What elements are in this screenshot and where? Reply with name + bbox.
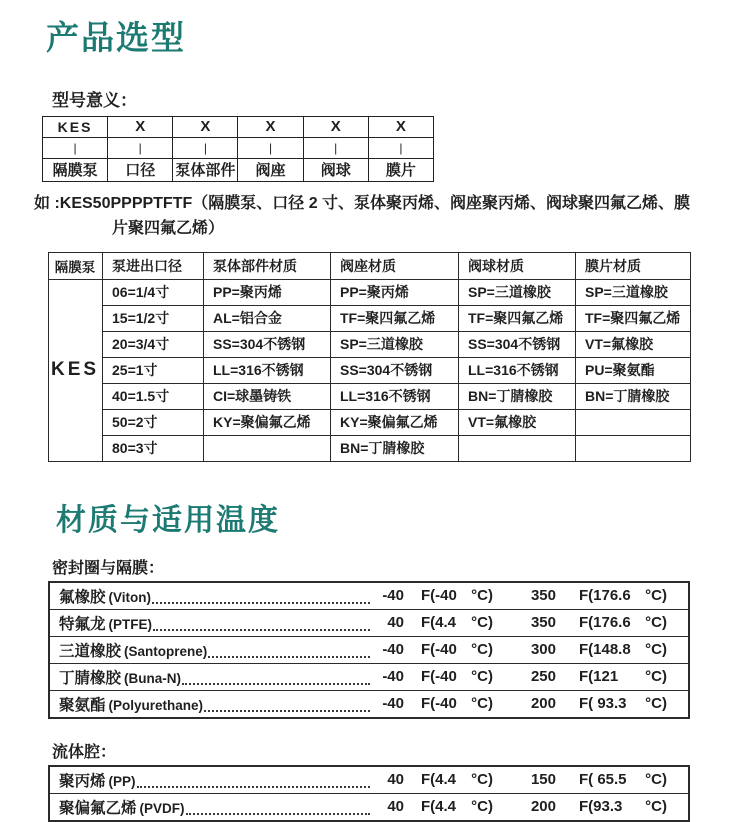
selection-cell xyxy=(204,436,331,462)
selection-header-cell: 膜片材质 xyxy=(576,253,691,280)
selection-cell: SP=三道橡胶 xyxy=(459,280,576,306)
selection-cell: KY=聚偏氟乙烯 xyxy=(204,410,331,436)
min-temp-c-group xyxy=(421,641,493,658)
material-name xyxy=(59,639,207,661)
max-temp-c-open: F(148.8 xyxy=(579,641,631,658)
material-name-en: (Viton) xyxy=(108,589,152,605)
selection-cell: KY=聚偏氟乙烯 xyxy=(331,410,459,436)
model-code-cell: 隔膜泵 xyxy=(43,159,108,182)
model-code-cell: X xyxy=(173,117,238,138)
min-temp-c-unit: °C) xyxy=(471,587,493,604)
selection-cell: TF=聚四氟乙烯 xyxy=(459,306,576,332)
selection-header-cell: 隔膜泵 xyxy=(49,253,103,280)
selection-cell: PU=聚氨酯 xyxy=(576,358,691,384)
min-temp-c-group xyxy=(421,771,493,788)
material-name-en: (PVDF) xyxy=(139,800,185,816)
dot-leader xyxy=(152,600,370,604)
material-name-cn: 特氟龙 xyxy=(59,615,106,633)
selection-cell: BN=丁腈橡胶 xyxy=(331,436,459,462)
temperature-row xyxy=(50,609,688,636)
min-temp-c-group xyxy=(421,614,493,631)
selection-cell: LL=316不锈钢 xyxy=(204,358,331,384)
selection-cell: 80=3寸 xyxy=(103,436,204,462)
min-temp-c-group xyxy=(421,695,493,712)
max-temp-c-unit: °C) xyxy=(645,668,667,685)
max-temp-f: 300 xyxy=(530,641,556,658)
material-name xyxy=(59,666,181,688)
min-temp-c-group xyxy=(421,668,493,685)
model-code-cell: | xyxy=(43,138,108,159)
selection-cell: AL=铝合金 xyxy=(204,306,331,332)
min-temp-f: -40 xyxy=(382,641,404,658)
max-temp-c-group xyxy=(579,587,667,604)
selection-cell: SP=三道橡胶 xyxy=(331,332,459,358)
min-temp-c-open: F(4.4 xyxy=(421,614,457,631)
selection-cell: BN=丁腈橡胶 xyxy=(576,384,691,410)
max-temp-c-open: F(121 xyxy=(579,668,619,685)
selection-cell: 20=3/4寸 xyxy=(103,332,204,358)
material-name-cn: 聚丙烯 xyxy=(59,772,106,790)
min-temp-f: -40 xyxy=(382,695,404,712)
selection-cell: SP=三道橡胶 xyxy=(576,280,691,306)
model-code-row xyxy=(43,117,434,138)
dot-leader xyxy=(186,811,370,815)
selection-row xyxy=(49,280,691,306)
min-temp-c-group xyxy=(421,798,493,815)
min-temp-c-open: F(4.4 xyxy=(421,771,457,788)
model-code-cell: X xyxy=(108,117,173,138)
model-example xyxy=(34,191,724,241)
min-temp-c-unit: °C) xyxy=(471,771,493,788)
selection-cell xyxy=(576,436,691,462)
model-code-cell: 阀座 xyxy=(238,159,303,182)
selection-cell: VT=氟橡胶 xyxy=(459,410,576,436)
temperature-row xyxy=(50,636,688,663)
material-name xyxy=(59,796,185,818)
selection-cell: LL=316不锈钢 xyxy=(331,384,459,410)
max-temp-c-group xyxy=(579,668,667,685)
selection-header-cell: 阀座材质 xyxy=(331,253,459,280)
material-name xyxy=(59,585,151,607)
page-title: 产品选型 xyxy=(46,19,186,56)
min-temp-c-unit: °C) xyxy=(471,641,493,658)
selection-cell: 06=1/4寸 xyxy=(103,280,204,306)
max-temp-f: 350 xyxy=(530,587,556,604)
model-code-cell: KES xyxy=(43,117,108,138)
max-temp-f: 200 xyxy=(530,798,556,815)
selection-table xyxy=(48,252,691,462)
min-temp-c-unit: °C) xyxy=(471,668,493,685)
selection-cell xyxy=(576,410,691,436)
selection-cell: BN=丁腈橡胶 xyxy=(459,384,576,410)
max-temp-f: 150 xyxy=(530,771,556,788)
min-temp-f: 40 xyxy=(387,798,404,815)
max-temp-c-unit: °C) xyxy=(645,641,667,658)
min-temp-c-open: F(-40 xyxy=(421,668,457,685)
min-temp-c-unit: °C) xyxy=(471,798,493,815)
selection-row xyxy=(49,410,691,436)
selection-cell: PP=聚丙烯 xyxy=(204,280,331,306)
selection-cell xyxy=(459,436,576,462)
selection-cell: TF=聚四氟乙烯 xyxy=(576,306,691,332)
catalog-page xyxy=(0,12,750,822)
selection-cell: SS=304不锈钢 xyxy=(459,332,576,358)
min-temp-c-open: F(4.4 xyxy=(421,798,457,815)
material-name-en: (Polyurethane) xyxy=(108,697,204,713)
material-name-en: (PP) xyxy=(108,773,136,789)
model-code-cell: 膜片 xyxy=(368,159,433,182)
model-code-cell: X xyxy=(368,117,433,138)
selection-row xyxy=(49,306,691,332)
max-temp-f: 200 xyxy=(530,695,556,712)
temperature-row xyxy=(50,663,688,690)
dot-leader xyxy=(137,784,370,788)
model-example-line1: 如 :KES50PPPPTFTF（隔膜泵、口径 2 寸、泵体聚丙烯、阀座聚丙烯、阀球聚四氟乙烯、膜 xyxy=(34,195,691,212)
model-example-line2: 片聚四氟乙烯） xyxy=(112,220,225,237)
material-name-en: (Santoprene) xyxy=(124,643,208,659)
selection-cell: 50=2寸 xyxy=(103,410,204,436)
max-temp-f: 250 xyxy=(530,668,556,685)
selection-row xyxy=(49,436,691,462)
selection-header-cell: 泵体部件材质 xyxy=(204,253,331,280)
max-temp-c-unit: °C) xyxy=(645,614,667,631)
model-code-cell: | xyxy=(368,138,433,159)
model-code-cell: | xyxy=(303,138,368,159)
fluid-temperature-table xyxy=(48,765,690,822)
selection-cell: PP=聚丙烯 xyxy=(331,280,459,306)
model-code-cell: | xyxy=(108,138,173,159)
selection-cell: 15=1/2寸 xyxy=(103,306,204,332)
selection-cell: CI=球墨铸铁 xyxy=(204,384,331,410)
dot-leader xyxy=(204,708,370,712)
selection-cell: SS=304不锈钢 xyxy=(204,332,331,358)
model-code-row xyxy=(43,138,434,159)
model-meaning-label: 型号意义： xyxy=(52,91,137,110)
max-temp-c-group xyxy=(579,641,667,658)
temperature-row xyxy=(50,767,688,793)
dot-leader xyxy=(153,627,370,631)
material-name-cn: 三道橡胶 xyxy=(59,642,122,660)
max-temp-c-open: F(176.6 xyxy=(579,587,631,604)
selection-cell: 25=1寸 xyxy=(103,358,204,384)
material-name-en: (PTFE) xyxy=(108,616,153,632)
material-name xyxy=(59,612,152,634)
max-temp-c-unit: °C) xyxy=(645,695,667,712)
min-temp-c-group xyxy=(421,587,493,604)
dot-leader xyxy=(182,681,370,685)
selection-row xyxy=(49,332,691,358)
model-code-cell: 口径 xyxy=(108,159,173,182)
model-code-cell: | xyxy=(173,138,238,159)
selection-cell: 40=1.5寸 xyxy=(103,384,204,410)
temperature-row xyxy=(50,690,688,717)
max-temp-c-unit: °C) xyxy=(645,798,667,815)
max-temp-c-open: F(176.6 xyxy=(579,614,631,631)
selection-row xyxy=(49,358,691,384)
selection-header-cell: 阀球材质 xyxy=(459,253,576,280)
selection-cell: LL=316不锈钢 xyxy=(459,358,576,384)
seal-temperature-table xyxy=(48,581,690,719)
min-temp-f: -40 xyxy=(382,668,404,685)
material-name-cn: 丁腈橡胶 xyxy=(59,669,122,687)
max-temp-f: 350 xyxy=(530,614,556,631)
min-temp-f: 40 xyxy=(387,771,404,788)
model-code-cell: 阀球 xyxy=(303,159,368,182)
max-temp-c-unit: °C) xyxy=(645,587,667,604)
max-temp-c-group xyxy=(579,798,667,815)
min-temp-c-open: F(-40 xyxy=(421,587,457,604)
fluid-chamber-label: 流体腔： xyxy=(52,744,117,761)
max-temp-c-group xyxy=(579,614,667,631)
model-code-cell: X xyxy=(238,117,303,138)
model-code-table xyxy=(42,116,434,182)
model-code-cell: 泵体部件 xyxy=(173,159,238,182)
material-name-en: (Buna-N) xyxy=(124,670,182,686)
materials-section-title: 材质与适用温度 xyxy=(56,504,280,537)
max-temp-c-group xyxy=(579,771,667,788)
max-temp-c-open: F( 93.3 xyxy=(579,695,627,712)
material-name-cn: 聚偏氟乙烯 xyxy=(59,799,137,817)
min-temp-f: -40 xyxy=(382,587,404,604)
max-temp-c-open: F(93.3 xyxy=(579,798,623,815)
min-temp-c-open: F(-40 xyxy=(421,695,457,712)
min-temp-f: 40 xyxy=(387,614,404,631)
material-name xyxy=(59,693,203,715)
selection-cell: VT=氟橡胶 xyxy=(576,332,691,358)
material-name xyxy=(59,769,136,791)
selection-cell: SS=304不锈钢 xyxy=(331,358,459,384)
selection-cell: TF=聚四氟乙烯 xyxy=(331,306,459,332)
temperature-row xyxy=(50,583,688,609)
max-temp-c-open: F( 65.5 xyxy=(579,771,627,788)
min-temp-c-open: F(-40 xyxy=(421,641,457,658)
min-temp-c-unit: °C) xyxy=(471,614,493,631)
material-name-cn: 聚氨酯 xyxy=(59,696,106,714)
model-code-cell: X xyxy=(303,117,368,138)
max-temp-c-unit: °C) xyxy=(645,771,667,788)
max-temp-c-group xyxy=(579,695,667,712)
temperature-row xyxy=(50,793,688,820)
selection-header-cell: 泵进出口径 xyxy=(103,253,204,280)
material-name-cn: 氟橡胶 xyxy=(59,588,106,606)
pump-series-cell: KES xyxy=(49,280,103,462)
min-temp-c-unit: °C) xyxy=(471,695,493,712)
model-code-cell: | xyxy=(238,138,303,159)
dot-leader xyxy=(208,654,370,658)
model-code-row xyxy=(43,159,434,182)
selection-row xyxy=(49,384,691,410)
seal-diaphragm-label: 密封圈与隔膜： xyxy=(52,560,165,577)
